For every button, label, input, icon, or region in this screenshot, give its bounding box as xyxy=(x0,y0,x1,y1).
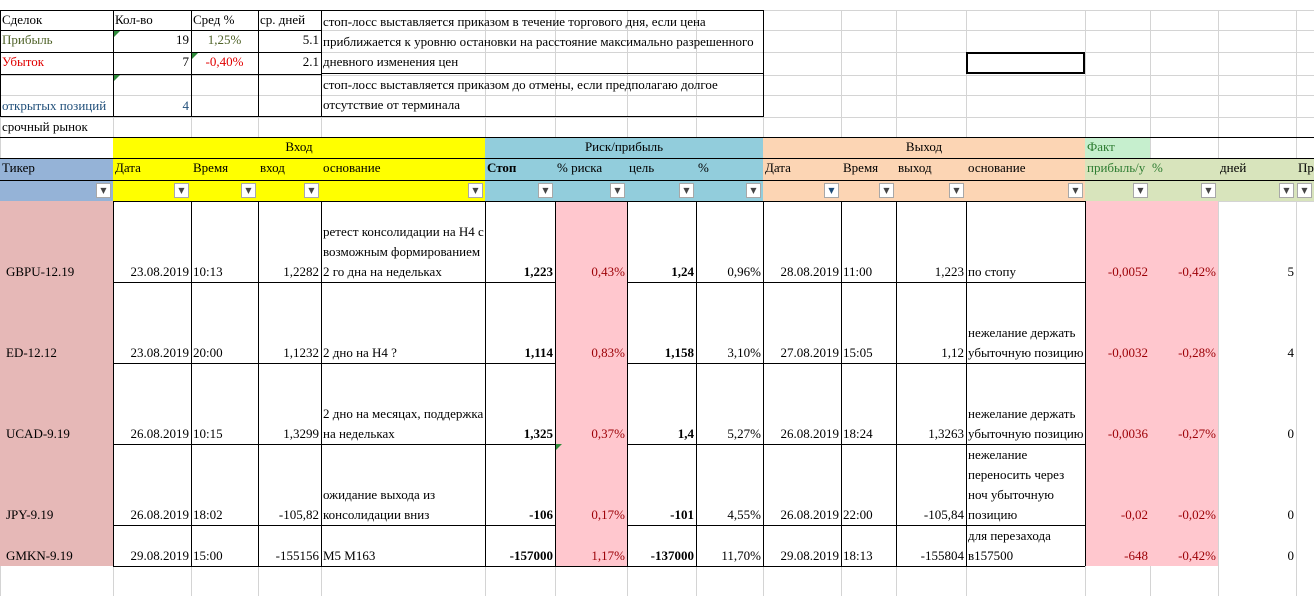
trade-cell-exit[interactable]: 1,223 xyxy=(934,264,964,279)
filter-cell[interactable] xyxy=(321,180,485,201)
filter-dropdown-icon[interactable]: ▼ xyxy=(538,183,553,198)
grid-line xyxy=(258,201,259,566)
grid-line xyxy=(321,10,763,11)
grid-line xyxy=(0,30,321,31)
trade-cell-date[interactable]: 23.08.2019 xyxy=(130,345,189,360)
grid-line xyxy=(0,158,1314,159)
group-exit[interactable]: Выход xyxy=(763,137,1085,158)
trade-cell-exit_date[interactable]: 26.08.2019 xyxy=(780,426,839,441)
summary-count-open[interactable]: 4 xyxy=(182,98,189,113)
grid-line xyxy=(627,201,628,566)
filter-dropdown-icon[interactable]: ▼ xyxy=(304,183,319,198)
filter-dropdown-icon[interactable]: ▼ xyxy=(96,183,111,198)
grid-line xyxy=(1085,201,1086,566)
trade-cell-stop[interactable]: 1,223 xyxy=(523,264,553,279)
column-header-reason[interactable]: основание xyxy=(321,158,485,180)
filter-active-icon[interactable]: ▼ xyxy=(824,183,839,198)
column-header-exit[interactable]: выход xyxy=(896,158,966,180)
trade-cell-target[interactable]: 1,158 xyxy=(664,345,694,360)
trade-cell-extra[interactable] xyxy=(1296,444,1314,525)
grid-line xyxy=(113,201,114,566)
grid-line xyxy=(763,201,764,566)
trade-cell-entry[interactable]: -105,82 xyxy=(278,507,319,522)
summary-count-profit[interactable]: 19 xyxy=(176,32,189,47)
trade-cell-exit_reason[interactable]: для перезахода в157500 xyxy=(968,528,1051,563)
summary-avg-profit[interactable]: 1,25% xyxy=(207,32,242,47)
grid-line xyxy=(896,201,897,566)
trade-cell-pct[interactable]: 3,10% xyxy=(727,345,761,360)
trade-cell-pct[interactable]: 5,27% xyxy=(727,426,761,441)
grid-line xyxy=(0,117,1314,118)
trade-cell-exit_time[interactable]: 15:05 xyxy=(843,345,873,360)
trade-cell-ticker[interactable]: UCAD-9.19 xyxy=(0,363,113,444)
trade-cell-reason[interactable]: ретест консолидации на Н4 с возможным формированием 2 го дна на недельках xyxy=(323,224,484,279)
trade-cell-date[interactable]: 23.08.2019 xyxy=(130,264,189,279)
market-label: срочный рынок xyxy=(2,119,88,134)
trade-cell-fact_pct[interactable]: -0,28% xyxy=(1150,282,1218,363)
comment-indicator-icon xyxy=(556,444,562,450)
summary-header-cell[interactable]: Сред % xyxy=(193,12,235,27)
summary-label-loss[interactable]: Убыток xyxy=(2,54,45,69)
trade-cell-exit_time[interactable]: 18:13 xyxy=(843,548,873,563)
grid-line xyxy=(258,10,259,116)
trade-cell-fact_pct[interactable]: -0,42% xyxy=(1150,201,1218,282)
column-header-exit_reason[interactable]: основание xyxy=(966,158,1085,180)
trade-cell-exit_date[interactable]: 26.08.2019 xyxy=(780,507,839,522)
trade-cell-time[interactable]: 10:13 xyxy=(193,264,223,279)
trade-cell-target[interactable]: 1,24 xyxy=(671,264,694,279)
summary-days-open[interactable] xyxy=(258,74,321,116)
trade-cell-fact_pct[interactable]: -0,42% xyxy=(1150,525,1218,566)
filter-dropdown-icon[interactable]: ▼ xyxy=(1068,183,1083,198)
trade-cell-date[interactable]: 26.08.2019 xyxy=(130,507,189,522)
trade-cell-pct[interactable]: 4,55% xyxy=(727,507,761,522)
trade-cell-exit_date[interactable]: 29.08.2019 xyxy=(780,548,839,563)
trade-cell-risk_pct[interactable]: 0,17% xyxy=(555,444,627,525)
trade-cell-exit[interactable]: 1,12 xyxy=(941,345,964,360)
trade-cell-exit_time[interactable]: 18:24 xyxy=(843,426,873,441)
group-risk[interactable]: Риск/прибыль xyxy=(485,137,763,158)
trade-cell-date[interactable]: 26.08.2019 xyxy=(130,426,189,441)
trade-cell-exit[interactable]: -155804 xyxy=(920,548,964,563)
trade-cell-entry[interactable]: -155156 xyxy=(275,548,319,563)
trade-cell-stop[interactable]: 1,114 xyxy=(524,345,553,360)
grid-line xyxy=(191,201,192,566)
grid-line xyxy=(0,74,321,75)
trade-cell-ticker[interactable]: GMKN-9.19 xyxy=(0,525,113,566)
comment-indicator-icon xyxy=(192,53,198,59)
column-header-fact_pct[interactable]: % xyxy=(1150,158,1218,180)
trade-cell-stop[interactable]: -106 xyxy=(529,507,553,522)
summary-count-loss[interactable]: 7 xyxy=(182,54,189,69)
trade-cell-days[interactable]: 0 xyxy=(1287,507,1294,522)
trade-cell-stop[interactable]: -157000 xyxy=(509,548,553,563)
column-header-ticker[interactable]: Тикер xyxy=(0,158,113,180)
trade-cell-time[interactable]: 20:00 xyxy=(193,345,223,360)
summary-days-profit[interactable]: 5.1 xyxy=(302,32,319,47)
trade-cell-pct[interactable]: 0,96% xyxy=(727,264,761,279)
trade-cell-entry[interactable]: 1,3299 xyxy=(283,426,319,441)
grid-line xyxy=(0,10,321,11)
trade-cell-time[interactable]: 10:15 xyxy=(193,426,223,441)
column-header-exit_time[interactable]: Время xyxy=(841,158,896,180)
trade-cell-profit[interactable]: -0,0032 xyxy=(1085,282,1150,363)
trade-cell-risk_pct[interactable]: 0,37% xyxy=(555,363,627,444)
filter-dropdown-icon[interactable]: ▼ xyxy=(610,183,625,198)
trade-cell-profit[interactable]: -0,02 xyxy=(1085,444,1150,525)
trade-cell-risk_pct[interactable]: 1,17% xyxy=(555,525,627,566)
filter-dropdown-icon[interactable]: ▼ xyxy=(468,183,483,198)
column-header-days[interactable]: дней xyxy=(1218,158,1296,180)
summary-header-cell[interactable]: Кол-во xyxy=(115,12,153,27)
filter-dropdown-icon[interactable]: ▼ xyxy=(174,183,189,198)
trade-cell-date[interactable]: 29.08.2019 xyxy=(130,548,189,563)
trade-cell-exit_time[interactable]: 11:00 xyxy=(843,264,873,279)
trade-cell-extra[interactable] xyxy=(1296,525,1314,566)
column-header-profit[interactable]: прибыль/у xyxy=(1085,158,1150,180)
grid-line xyxy=(0,10,1,116)
comment-indicator-icon xyxy=(114,75,120,81)
grid-line xyxy=(321,116,763,117)
grid-line xyxy=(696,201,697,566)
trade-cell-days[interactable]: 5 xyxy=(1287,264,1294,279)
trade-cell-profit[interactable]: -0,0036 xyxy=(1085,363,1150,444)
summary-avg-loss[interactable]: -0,40% xyxy=(205,54,244,69)
grid-line xyxy=(191,10,192,116)
summary-label-open[interactable]: открытых позиций xyxy=(2,98,107,113)
grid-line xyxy=(0,52,321,53)
grid-line xyxy=(763,566,1085,567)
grid-line xyxy=(113,201,763,202)
grid-line xyxy=(966,201,967,566)
trade-cell-time[interactable]: 18:02 xyxy=(193,507,223,522)
column-header-extra[interactable]: Пр xyxy=(1296,158,1314,180)
trade-cell-days[interactable]: 0 xyxy=(1287,548,1294,563)
trade-cell-exit_time[interactable]: 22:00 xyxy=(843,507,873,522)
filter-dropdown-icon[interactable]: ▼ xyxy=(1279,183,1294,198)
column-header-entry[interactable]: вход xyxy=(258,158,321,180)
trade-cell-exit_reason[interactable]: по стопу xyxy=(968,264,1016,279)
column-header-risk_pct[interactable]: % риска xyxy=(555,158,627,180)
trade-cell-extra[interactable] xyxy=(1296,201,1314,282)
grid-line xyxy=(113,10,114,116)
trade-cell-days[interactable]: 0 xyxy=(1287,426,1294,441)
column-header-stop[interactable]: Стоп xyxy=(485,158,555,180)
comment-indicator-icon xyxy=(114,31,120,37)
trade-cell-risk_pct[interactable]: 0,43% xyxy=(555,201,627,282)
trade-cell-reason[interactable]: 2 дно на месяцах, поддержка на недельках xyxy=(323,406,484,441)
trade-cell-profit[interactable]: -0,0052 xyxy=(1085,201,1150,282)
grid-line xyxy=(321,73,763,74)
trade-cell-extra[interactable] xyxy=(1296,282,1314,363)
trade-cell-target[interactable]: 1,4 xyxy=(677,426,694,441)
trade-cell-reason[interactable]: М5 М163 xyxy=(323,548,376,563)
trade-cell-ticker[interactable]: JPY-9.19 xyxy=(0,444,113,525)
trade-cell-exit_date[interactable]: 28.08.2019 xyxy=(780,264,839,279)
trade-cell-time[interactable]: 15:00 xyxy=(193,548,223,563)
grid-line xyxy=(321,201,322,566)
trade-cell-ticker[interactable]: ED-12.12 xyxy=(0,282,113,363)
selected-cell[interactable] xyxy=(966,52,1085,74)
summary-header-cell[interactable]: Сделок xyxy=(2,12,43,27)
trade-cell-entry[interactable]: 1,1232 xyxy=(283,345,319,360)
column-header-target[interactable]: цель xyxy=(627,158,696,180)
filter-dropdown-icon[interactable]: ▼ xyxy=(1133,183,1148,198)
summary-avg-open[interactable] xyxy=(191,74,258,116)
summary-label-profit[interactable]: Прибыль xyxy=(2,32,53,47)
trade-cell-exit_reason[interactable]: нежелание держать убыточную позицию xyxy=(968,406,1084,441)
trade-cell-risk_pct[interactable]: 0,83% xyxy=(555,282,627,363)
group-fact[interactable]: Факт xyxy=(1085,137,1150,158)
trade-cell-exit_reason[interactable]: нежелание держать убыточную позицию xyxy=(968,325,1084,360)
trade-cell-target[interactable]: -101 xyxy=(670,507,694,522)
filter-dropdown-icon[interactable]: ▼ xyxy=(1297,183,1312,198)
grid-line xyxy=(763,10,764,117)
trade-cell-extra[interactable] xyxy=(1296,363,1314,444)
grid-line xyxy=(0,180,1314,181)
trade-cell-reason[interactable]: 2 дно на Н4 ? xyxy=(323,345,397,360)
trade-cell-reason[interactable]: ожидание выхода из консолидации вниз xyxy=(323,487,436,522)
trade-cell-stop[interactable]: 1,325 xyxy=(523,426,553,441)
column-header-pct[interactable]: % xyxy=(696,158,763,180)
note-intraday-stop[interactable]: стоп-лосс выставляется приказом в течение торгового дня, если цена приближается к уровню остановки на расстояние максимально разрешенного дневного изменения цен xyxy=(323,13,754,69)
trade-cell-exit[interactable]: -105,84 xyxy=(923,507,964,522)
grid-line xyxy=(113,566,763,567)
grid-line xyxy=(485,201,486,566)
trade-cell-pct[interactable]: 11,70% xyxy=(721,548,761,563)
summary-days-loss[interactable]: 2.1 xyxy=(302,54,319,69)
column-header-time[interactable]: Время xyxy=(191,158,258,180)
filter-dropdown-icon[interactable]: ▼ xyxy=(679,183,694,198)
trade-cell-days[interactable]: 4 xyxy=(1287,345,1294,360)
filter-dropdown-icon[interactable]: ▼ xyxy=(949,183,964,198)
trade-cell-profit[interactable]: -648 xyxy=(1085,525,1150,566)
trade-cell-entry[interactable]: 1,2282 xyxy=(283,264,319,279)
grid-line xyxy=(555,201,556,566)
trade-cell-exit[interactable]: 1,3263 xyxy=(928,426,964,441)
filter-dropdown-icon[interactable]: ▼ xyxy=(1201,183,1216,198)
summary-header-cell[interactable]: ср. дней xyxy=(260,12,306,27)
trade-cell-ticker[interactable]: GBPU-12.19 xyxy=(0,201,113,282)
column-header-date[interactable]: Дата xyxy=(113,158,191,180)
grid-line xyxy=(0,137,1314,138)
group-entry[interactable]: Вход xyxy=(113,137,485,158)
trade-cell-target[interactable]: -137000 xyxy=(650,548,694,563)
filter-dropdown-icon[interactable]: ▼ xyxy=(746,183,761,198)
trade-cell-exit_reason[interactable]: нежелание переносить через ноч убыточную позицию xyxy=(968,447,1065,522)
trade-cell-fact_pct[interactable]: -0,02% xyxy=(1150,444,1218,525)
trade-cell-exit_date[interactable]: 27.08.2019 xyxy=(780,345,839,360)
filter-dropdown-icon[interactable]: ▼ xyxy=(241,183,256,198)
note-gtc-stop[interactable]: стоп-лосс выставляется приказом до отмены, если предполагаю долгое отсутствие от терминала xyxy=(323,76,718,112)
filter-dropdown-icon[interactable]: ▼ xyxy=(879,183,894,198)
grid-line xyxy=(763,201,1085,202)
trade-cell-fact_pct[interactable]: -0,27% xyxy=(1150,363,1218,444)
column-header-exit_date[interactable]: Дата xyxy=(763,158,841,180)
grid-line xyxy=(841,201,842,566)
